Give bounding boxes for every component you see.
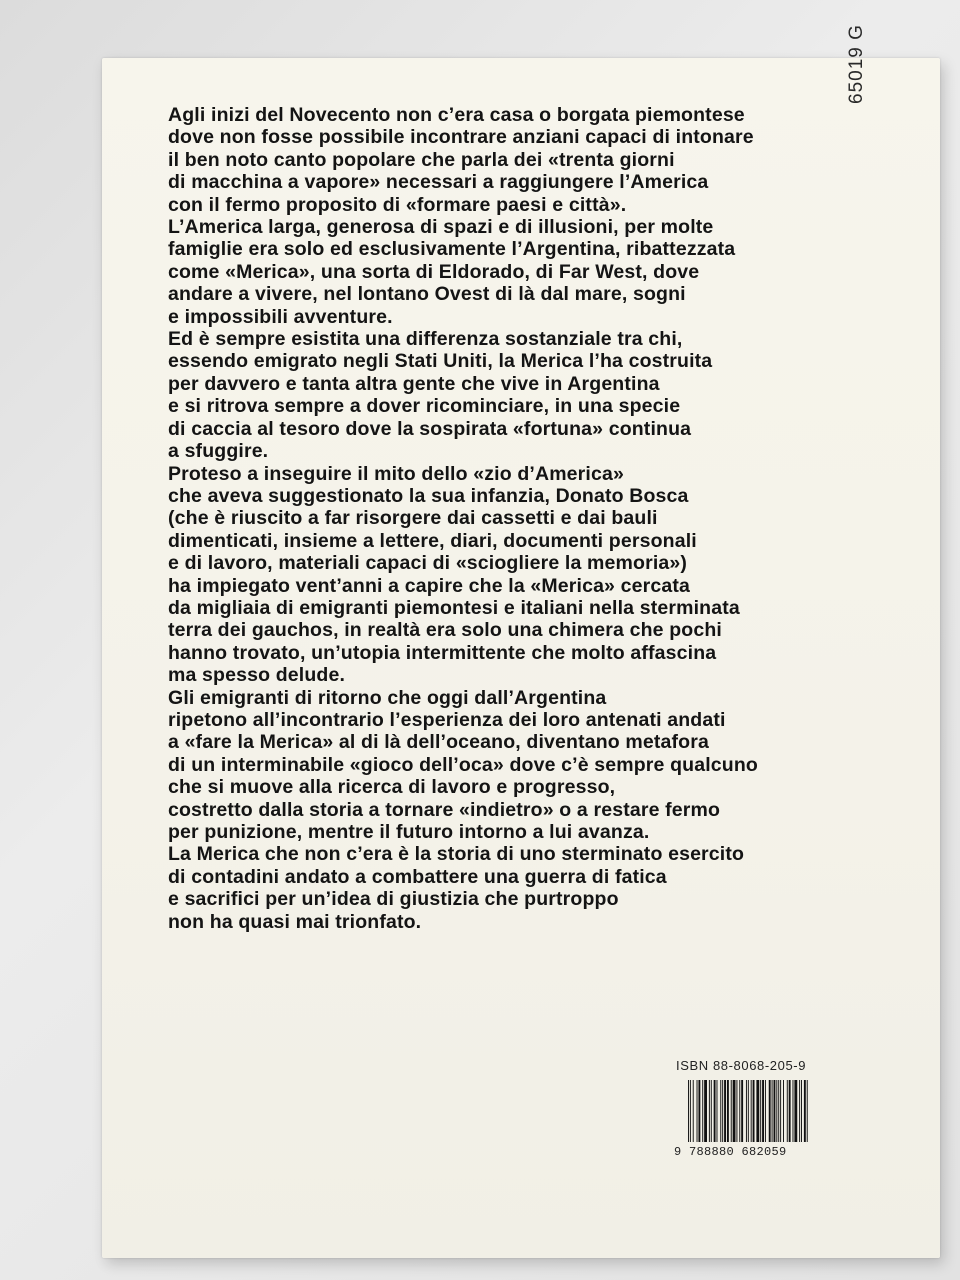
text-line: (che è riuscito a far risorgere dai cassetti e dai bauli [168, 507, 658, 530]
text-line: dimenticati, insieme a lettere, diari, documenti personali [168, 529, 697, 552]
text-line: dove non fosse possibile incontrare anziani capaci di intonare [168, 126, 754, 149]
paragraph [168, 843, 848, 933]
text-line: a sfuggire. [168, 440, 269, 463]
text-line: Agli inizi del Novecento non c’era casa o borgata piemontese [168, 104, 745, 126]
text-line: di macchina a vapore» necessari a raggiungere l’America [168, 171, 709, 194]
text-line: di un interminabile «gioco dell’oca» dove c’è sempre qualcuno [168, 753, 758, 776]
text-line: e si ritrova sempre a dover ricominciare, in una specie [168, 395, 681, 418]
paragraph [168, 687, 848, 844]
text-line: ha impiegato vent’anni a capire che la «Merica» cercata [168, 574, 690, 597]
text-line: il ben noto canto popolare che parla dei «trenta giorni [168, 148, 675, 171]
text-line: con il fermo proposito di «formare paesi e città». [168, 193, 627, 216]
text-line: hanno trovato, un’utopia intermittente che molto affascina [168, 641, 717, 664]
text-line: e impossibili avventure. [168, 305, 393, 328]
paragraph [168, 104, 848, 216]
text-line: Proteso a inseguire il mito dello «zio d’America» [168, 462, 624, 485]
barcode [688, 1080, 810, 1142]
text-line: e di lavoro, materiali capaci di «sciogliere la memoria») [168, 552, 688, 575]
text-line: che si muove alla ricerca di lavoro e progresso, [168, 776, 616, 799]
text-line: di contadini andato a combattere una guerra di fatica [168, 865, 667, 888]
text-line: per davvero e tanta altra gente che vive in Argentina [168, 372, 660, 395]
text-line: a «fare la Merica» al di là dell’oceano, diventano metafora [168, 731, 709, 754]
text-line: che aveva suggestionato la sua infanzia, Donato Bosca [168, 484, 689, 507]
text-line: per punizione, mentre il futuro intorno a lui avanza. [168, 821, 650, 843]
text-line: e sacrifici per un’idea di giustizia che purtroppo [168, 888, 619, 911]
back-cover-blurb [168, 104, 848, 933]
text-line: essendo emigrato negli Stati Uniti, la Merica l’ha costruita [168, 350, 713, 373]
text-line: terra dei gauchos, in realtà era solo una chimera che pochi [168, 619, 722, 642]
text-line: come «Merica», una sorta di Eldorado, di Far West, dove [168, 260, 700, 283]
text-line: di caccia al tesoro dove la sospirata «fortuna» continua [168, 417, 692, 440]
text-line: andare a vivere, nel lontano Ovest di là dal mare, sogni [168, 283, 686, 306]
paragraph [168, 328, 848, 462]
text-line: La Merica che non c’era è la storia di uno sterminato esercito [168, 843, 745, 866]
text-line: non ha quasi mai trionfato. [168, 910, 422, 933]
text-line: da migliaia di emigranti piemontesi e italiani nella sterminata [168, 596, 740, 619]
isbn-label: ISBN 88-8068-205-9 [676, 1058, 807, 1073]
text-line: costretto dalla storia a tornare «indietro» o a restare fermo [168, 798, 721, 821]
text-line: Ed è sempre esistita una differenza sostanziale tra chi, [168, 328, 683, 351]
text-line: ma spesso delude. [168, 664, 346, 687]
paragraph [168, 463, 848, 687]
text-line: famiglie era solo ed esclusivamente l’Argentina, ribattezzata [168, 238, 736, 261]
catalog-code: 65019 G [846, 24, 867, 104]
paragraph [168, 216, 848, 328]
text-line: ripetono all’incontrario l’esperienza dei loro antenati andati [168, 708, 726, 731]
text-line: L’America larga, generosa di spazi e di illusioni, per molte [168, 216, 714, 239]
text-line: Gli emigranti di ritorno che oggi dall’Argentina [168, 686, 607, 709]
barcode-number: 9 788880 682059 [674, 1145, 787, 1159]
